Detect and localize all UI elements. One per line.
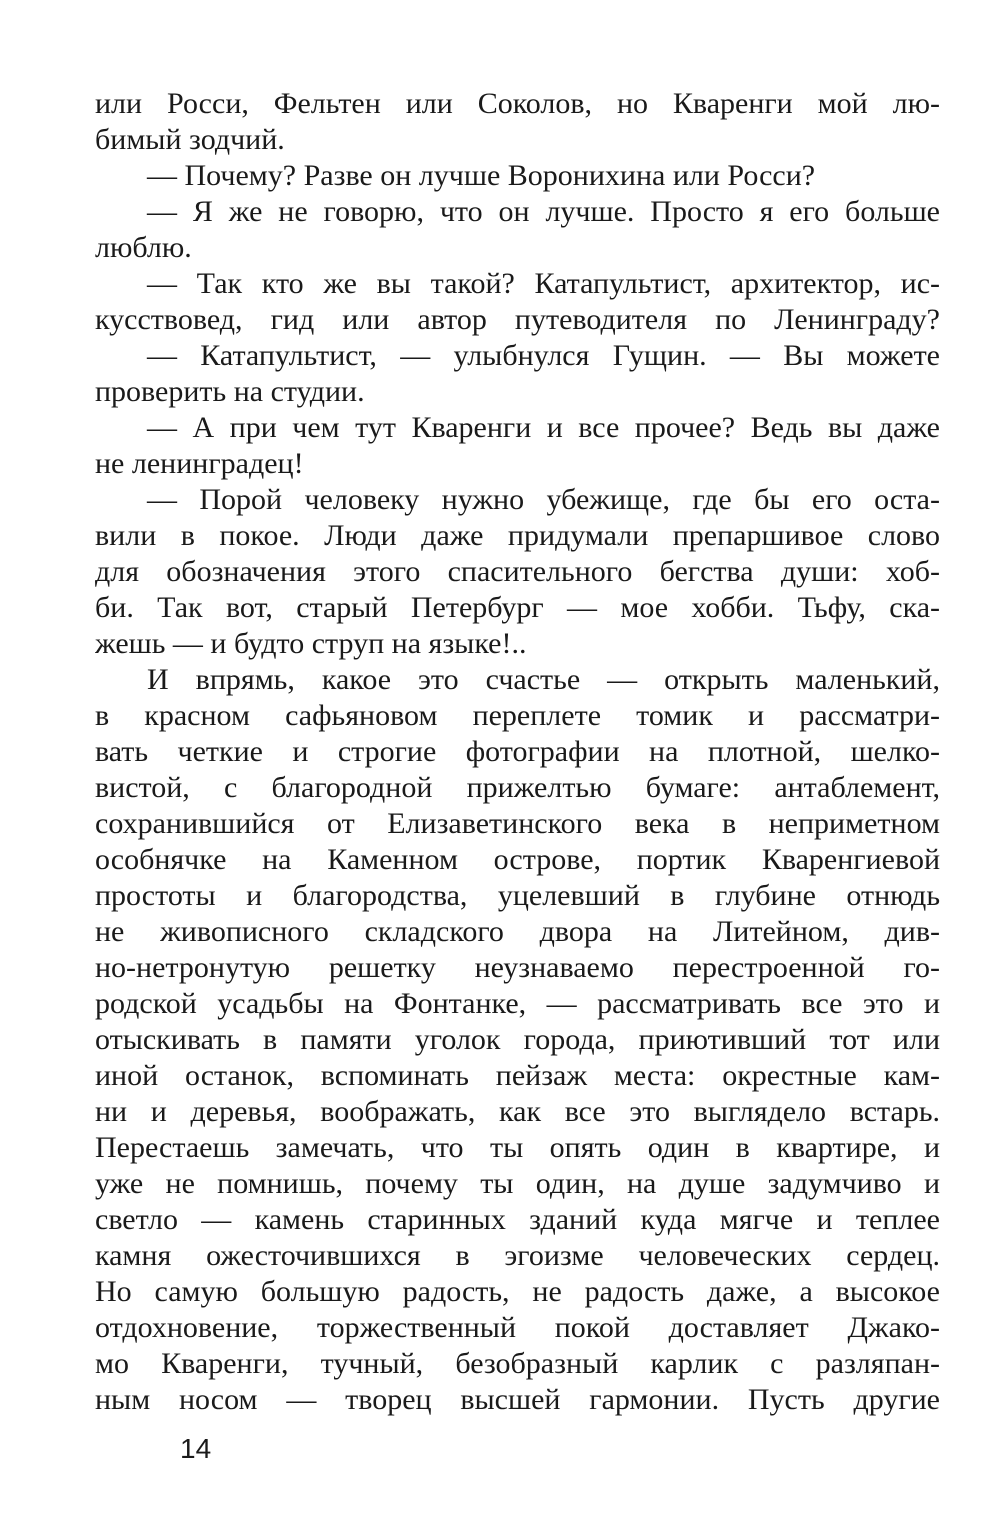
text-line: сохранившийся от Елизаветинского века в неприметном bbox=[95, 807, 940, 840]
text-line: простоты и благородства, уцелевший в глубине отнюдь bbox=[95, 879, 940, 912]
text-line: ни и деревья, воображать, как все это выглядело встарь. bbox=[95, 1095, 940, 1128]
text-line: вистой, с благородной прижелтью бумаге: антаблемент, bbox=[95, 771, 940, 804]
text-line: иной останок, вспоминать пейзаж места: окрестные кам- bbox=[95, 1059, 940, 1092]
text-line: уже не помнишь, почему ты один, на душе задумчиво и bbox=[95, 1167, 940, 1200]
text-line: отдохновение, торжественный покой доставляет Джако- bbox=[95, 1311, 940, 1344]
text-line: би. Так вот, старый Петербург — мое хобби. Тьфу, ска- bbox=[95, 591, 940, 624]
text-line: вили в покое. Люди даже придумали препаршивое слово bbox=[95, 519, 940, 552]
page-text bbox=[95, 86, 940, 1506]
text-line: люблю. bbox=[95, 231, 192, 264]
text-line: — Порой человеку нужно убежище, где бы его оста- bbox=[147, 483, 940, 516]
text-line: — А при чем тут Кваренги и все прочее? Ведь вы даже bbox=[147, 411, 940, 444]
text-line: в красном сафьяновом переплете томик и рассматри- bbox=[95, 699, 940, 732]
text-line: бимый зодчий. bbox=[95, 123, 285, 156]
text-line: не живописного складского двора на Литейном, див- bbox=[95, 915, 940, 948]
text-line: проверить на студии. bbox=[95, 375, 365, 408]
text-line: отыскивать в памяти уголок города, приютивший тот или bbox=[95, 1023, 940, 1056]
text-line: родской усадьбы на Фонтанке, — рассматривать все это и bbox=[95, 987, 940, 1020]
text-line: — Так кто же вы такой? Катапультист, архитектор, ис- bbox=[147, 267, 940, 300]
text-line: не ленинградец! bbox=[95, 447, 304, 480]
text-line: светло — камень старинных зданий куда мягче и теплее bbox=[95, 1203, 940, 1236]
text-line: И впрямь, какое это счастье — открыть маленький, bbox=[147, 663, 940, 696]
text-line: Но самую большую радость, не радость даже, а высокое bbox=[95, 1275, 940, 1308]
text-line: жешь — и будто струп на языке!.. bbox=[95, 627, 527, 660]
page-number: 14 bbox=[180, 1433, 212, 1464]
text-line: вать четкие и строгие фотографии на плотной, шелко- bbox=[95, 735, 940, 768]
text-line: камня ожесточившихся в эгоизме человеческих сердец. bbox=[95, 1239, 940, 1272]
text-line: или Росси, Фельтен или Соколов, но Кваренги мой лю- bbox=[95, 87, 940, 120]
text-line: — Катапультист, — улыбнулся Гущин. — Вы можете bbox=[147, 339, 940, 372]
text-line: мо Кваренги, тучный, безобразный карлик с разляпан- bbox=[95, 1347, 940, 1380]
text-line: — Почему? Разве он лучше Воронихина или Росси? bbox=[147, 159, 816, 192]
text-line: Перестаешь замечать, что ты опять один в квартире, и bbox=[95, 1131, 940, 1164]
text-line: — Я же не говорю, что он лучше. Просто я его больше bbox=[147, 195, 940, 228]
text-line: особнячке на Каменном острове, портик Кваренгиевой bbox=[95, 843, 940, 876]
text-line: но-нетронутую решетку неузнаваемо перестроенной го- bbox=[95, 951, 940, 984]
text-line: для обозначения этого спасительного бегства души: хоб- bbox=[95, 555, 940, 588]
text-line: ным носом — творец высшей гармонии. Пусть другие bbox=[95, 1383, 940, 1416]
text-line: кусствовед, гид или автор путеводителя по Ленинграду? bbox=[95, 303, 940, 336]
